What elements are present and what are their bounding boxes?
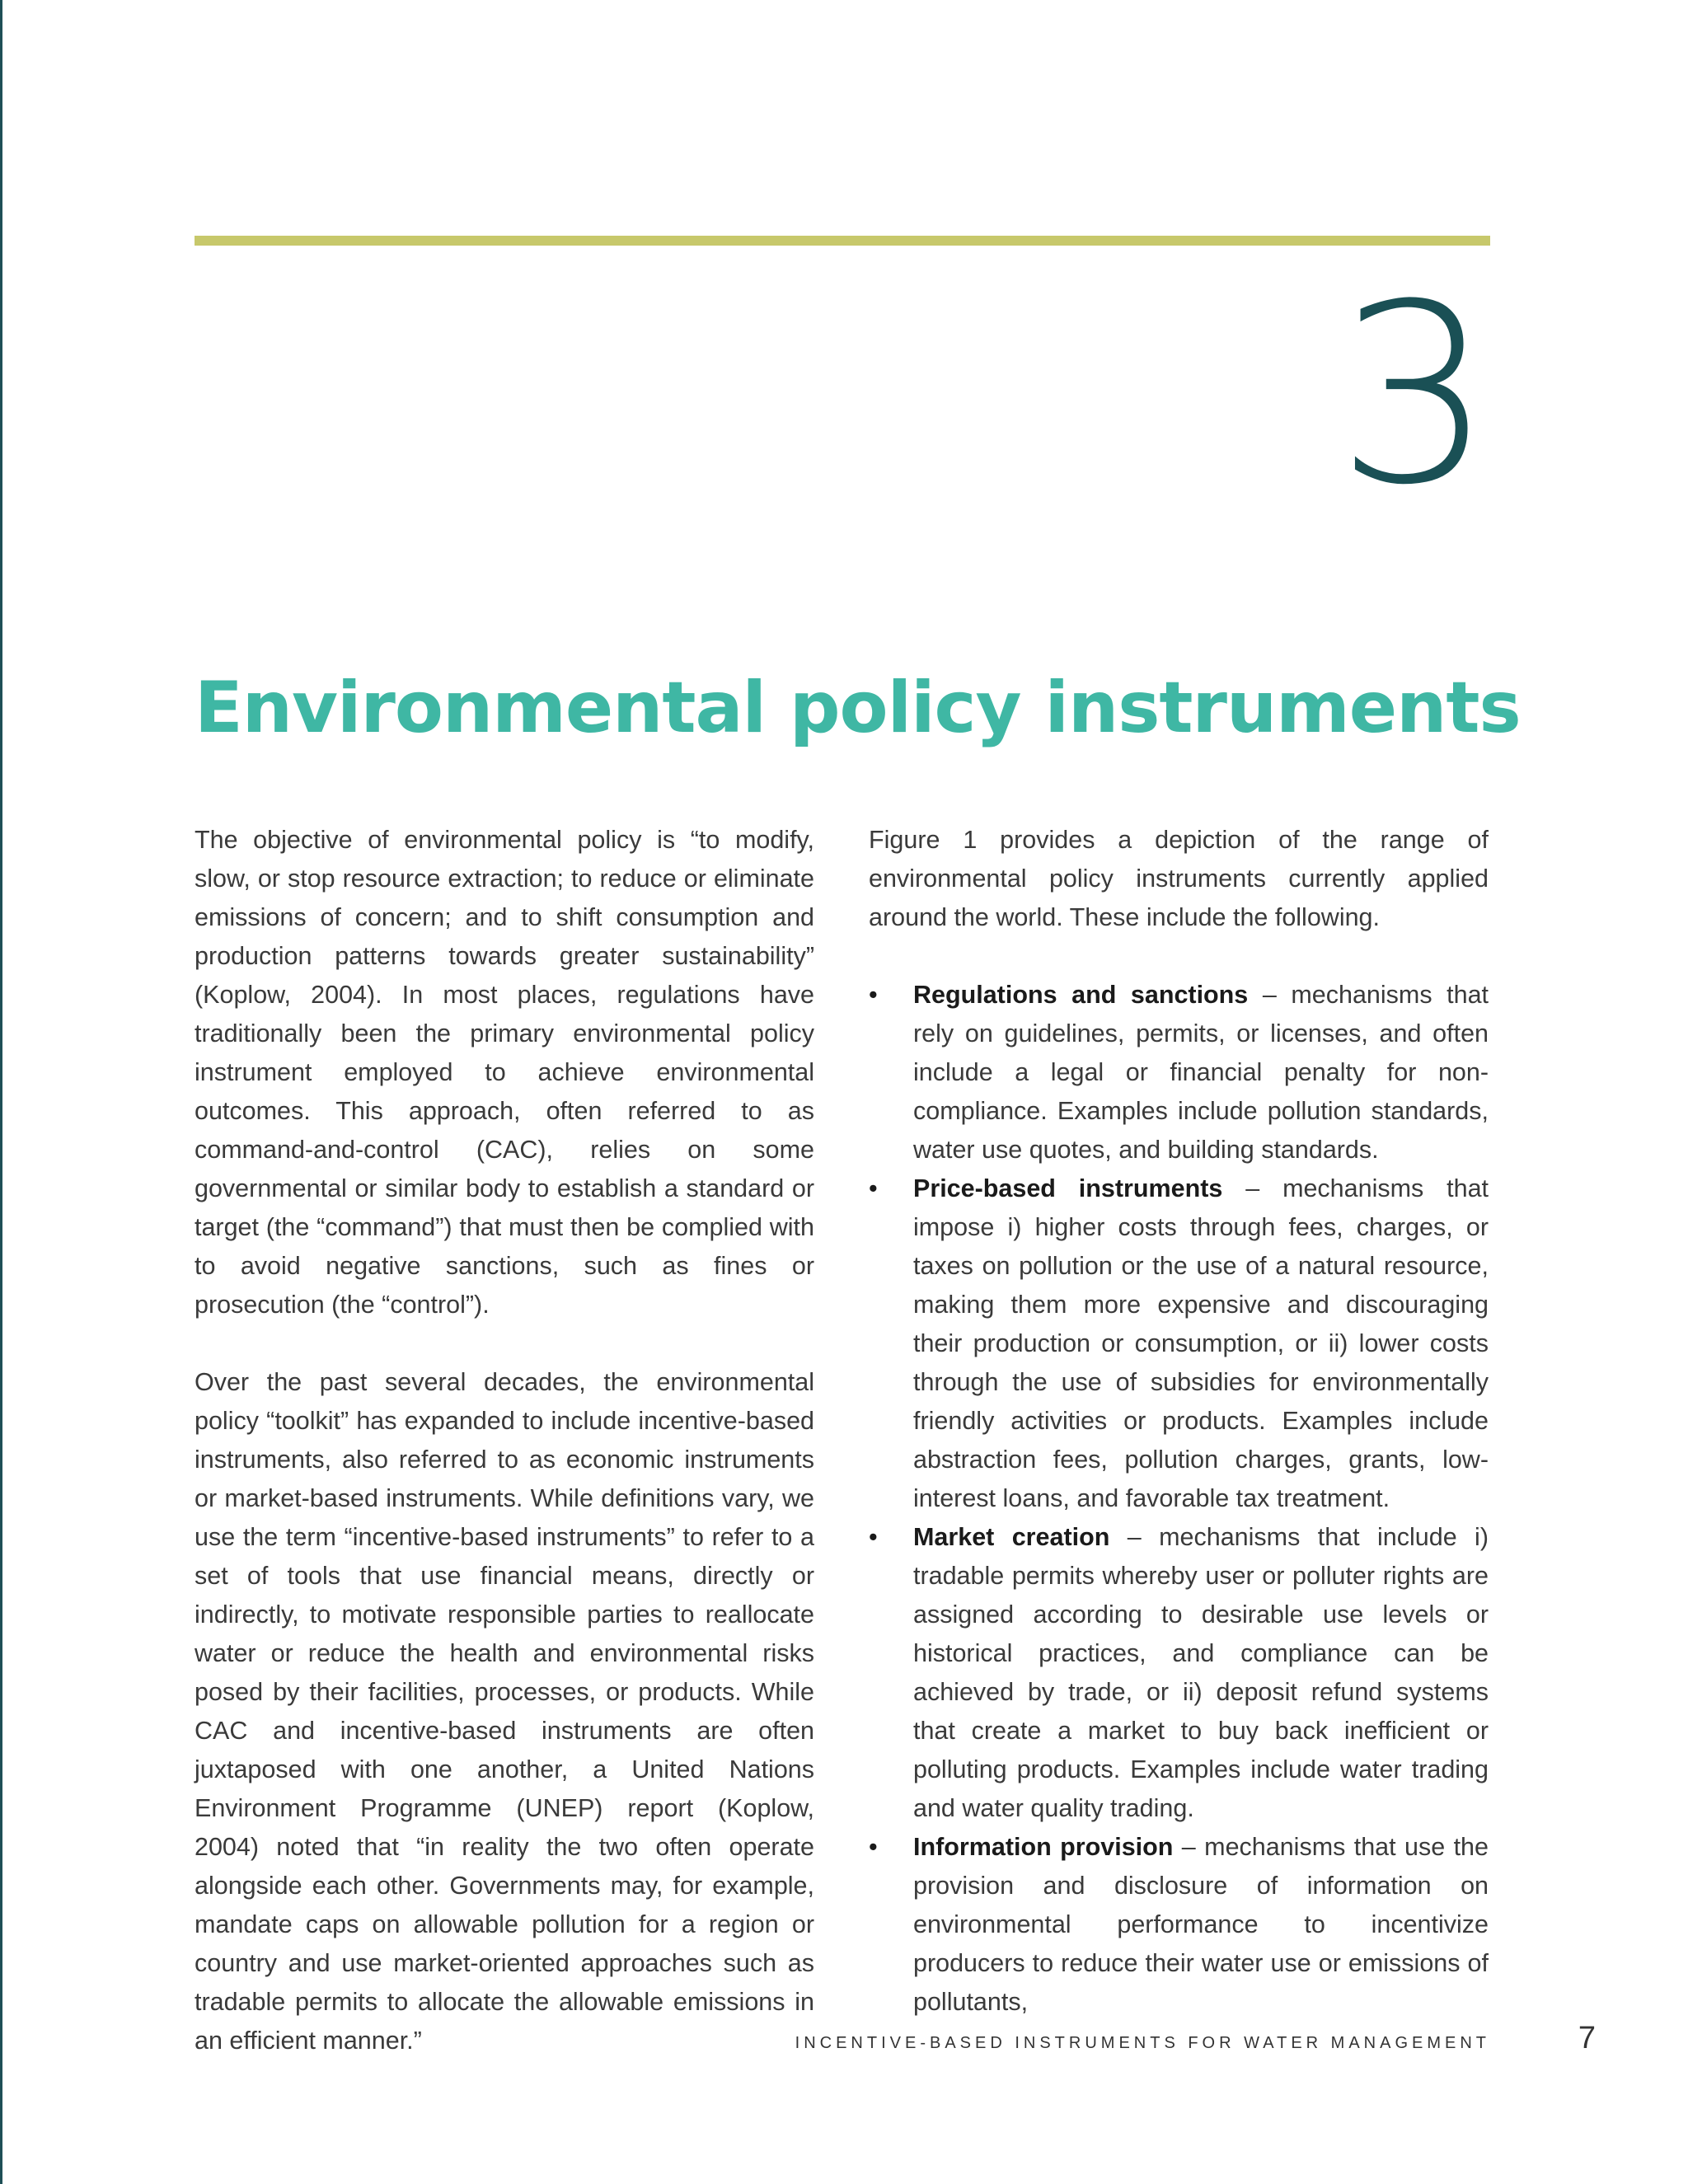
bullet-text: – mechanisms that use the provision and disclosure of information on environmental performance to incentivize producers to reduce their water use or emissions of pollutants,: [913, 1833, 1489, 2016]
bullet-term: Market creation: [913, 1523, 1110, 1551]
chapter-title: Environmental policy instruments: [195, 667, 1521, 749]
bullet-icon: •: [869, 1523, 878, 1551]
chapter-number: 3: [1336, 251, 1490, 539]
body-paragraph: Over the past several decades, the environmental policy “toolkit” has expanded to include incentive-based instruments, also referred to as economic instruments or market-based instruments. While definitions vary, we use the term “incentive-based instruments” to refer to a set of tools that use financial means, directly or indirectly, to motivate responsible parties to reallocate water or reduce the health and environmental risks posed by their facilities, processes, or products. While CAC and incentive-based instruments are often juxtaposed with one another, a United Nations Environment Programme (UNEP) report (Koplow, 2004) noted that “in reality the two often operate alongside each other. Governments may, for example, mandate caps on allowable pollution for a region or country and use market-oriented approaches such as tradable permits to allocate the allowable emissions in an efficient manner.”: [195, 1368, 814, 2055]
bullet-icon: •: [869, 1833, 878, 1861]
bullet-term: Information provision: [913, 1833, 1174, 1861]
right-column: [869, 821, 1489, 2022]
list-item: [869, 1518, 1489, 1828]
chapter-top-rule: [195, 236, 1490, 246]
bullet-term: Price-based instruments: [913, 1174, 1223, 1202]
bullet-text: – mechanisms that impose i) higher costs through fees, charges, or taxes on pollution or the use of a natural resource, making them more expensive and discouraging their production or consumption, or ii) lower costs through the use of subsidies for environmentally friendly activities or products. Examples include abstraction fees, pollution charges, grants, low-interest loans, and favorable tax treatment.: [913, 1174, 1489, 1512]
body-paragraph: The objective of environmental policy is “to modify, slow, or stop resource extraction; to reduce or eliminate emissions of concern; and to shift consumption and production patterns towards greater sustainability” (Koplow, 2004). In most places, regulations have traditionally been the primary environmental policy instrument employed to achieve environmental outcomes. This approach, often referred to as command-and-control (CAC), relies on some governmental or similar body to establish a standard or target (the “command”) that must then be complied with to avoid negative sanctions, such as fines or prosecution (the “control”).: [195, 826, 814, 1319]
bullet-icon: •: [869, 1174, 878, 1202]
bullet-icon: •: [869, 981, 878, 1009]
bullet-text: – mechanisms that include i) tradable permits whereby user or polluter rights are assigned according to desirable use levels or historical practices, and compliance can be achieved by trade, or ii) deposit refund systems that create a market to buy back inefficient or polluting products. Examples include water trading and water quality trading.: [913, 1523, 1489, 1822]
bullet-text: – mechanisms that rely on guidelines, permits, or licenses, and often include a legal or financial penalty for non-compliance. Examples include pollution standards, water use quotes, and building standards.: [913, 981, 1489, 1164]
bullet-term: Regulations and sanctions: [913, 981, 1249, 1009]
page-edge-line: [0, 0, 2, 2184]
left-column: [195, 821, 814, 2060]
intro-paragraph: Figure 1 provides a depiction of the range of environmental policy instruments currently applied around the world. These include the following.: [869, 826, 1489, 931]
running-footer-title: INCENTIVE-BASED INSTRUMENTS FOR WATER MANAGEMENT: [795, 2034, 1490, 2052]
instrument-list: [869, 976, 1489, 2022]
list-item: [869, 1828, 1489, 2022]
list-item: [869, 976, 1489, 1169]
list-item: [869, 1169, 1489, 1518]
page-number: 7: [1578, 2021, 1596, 2055]
